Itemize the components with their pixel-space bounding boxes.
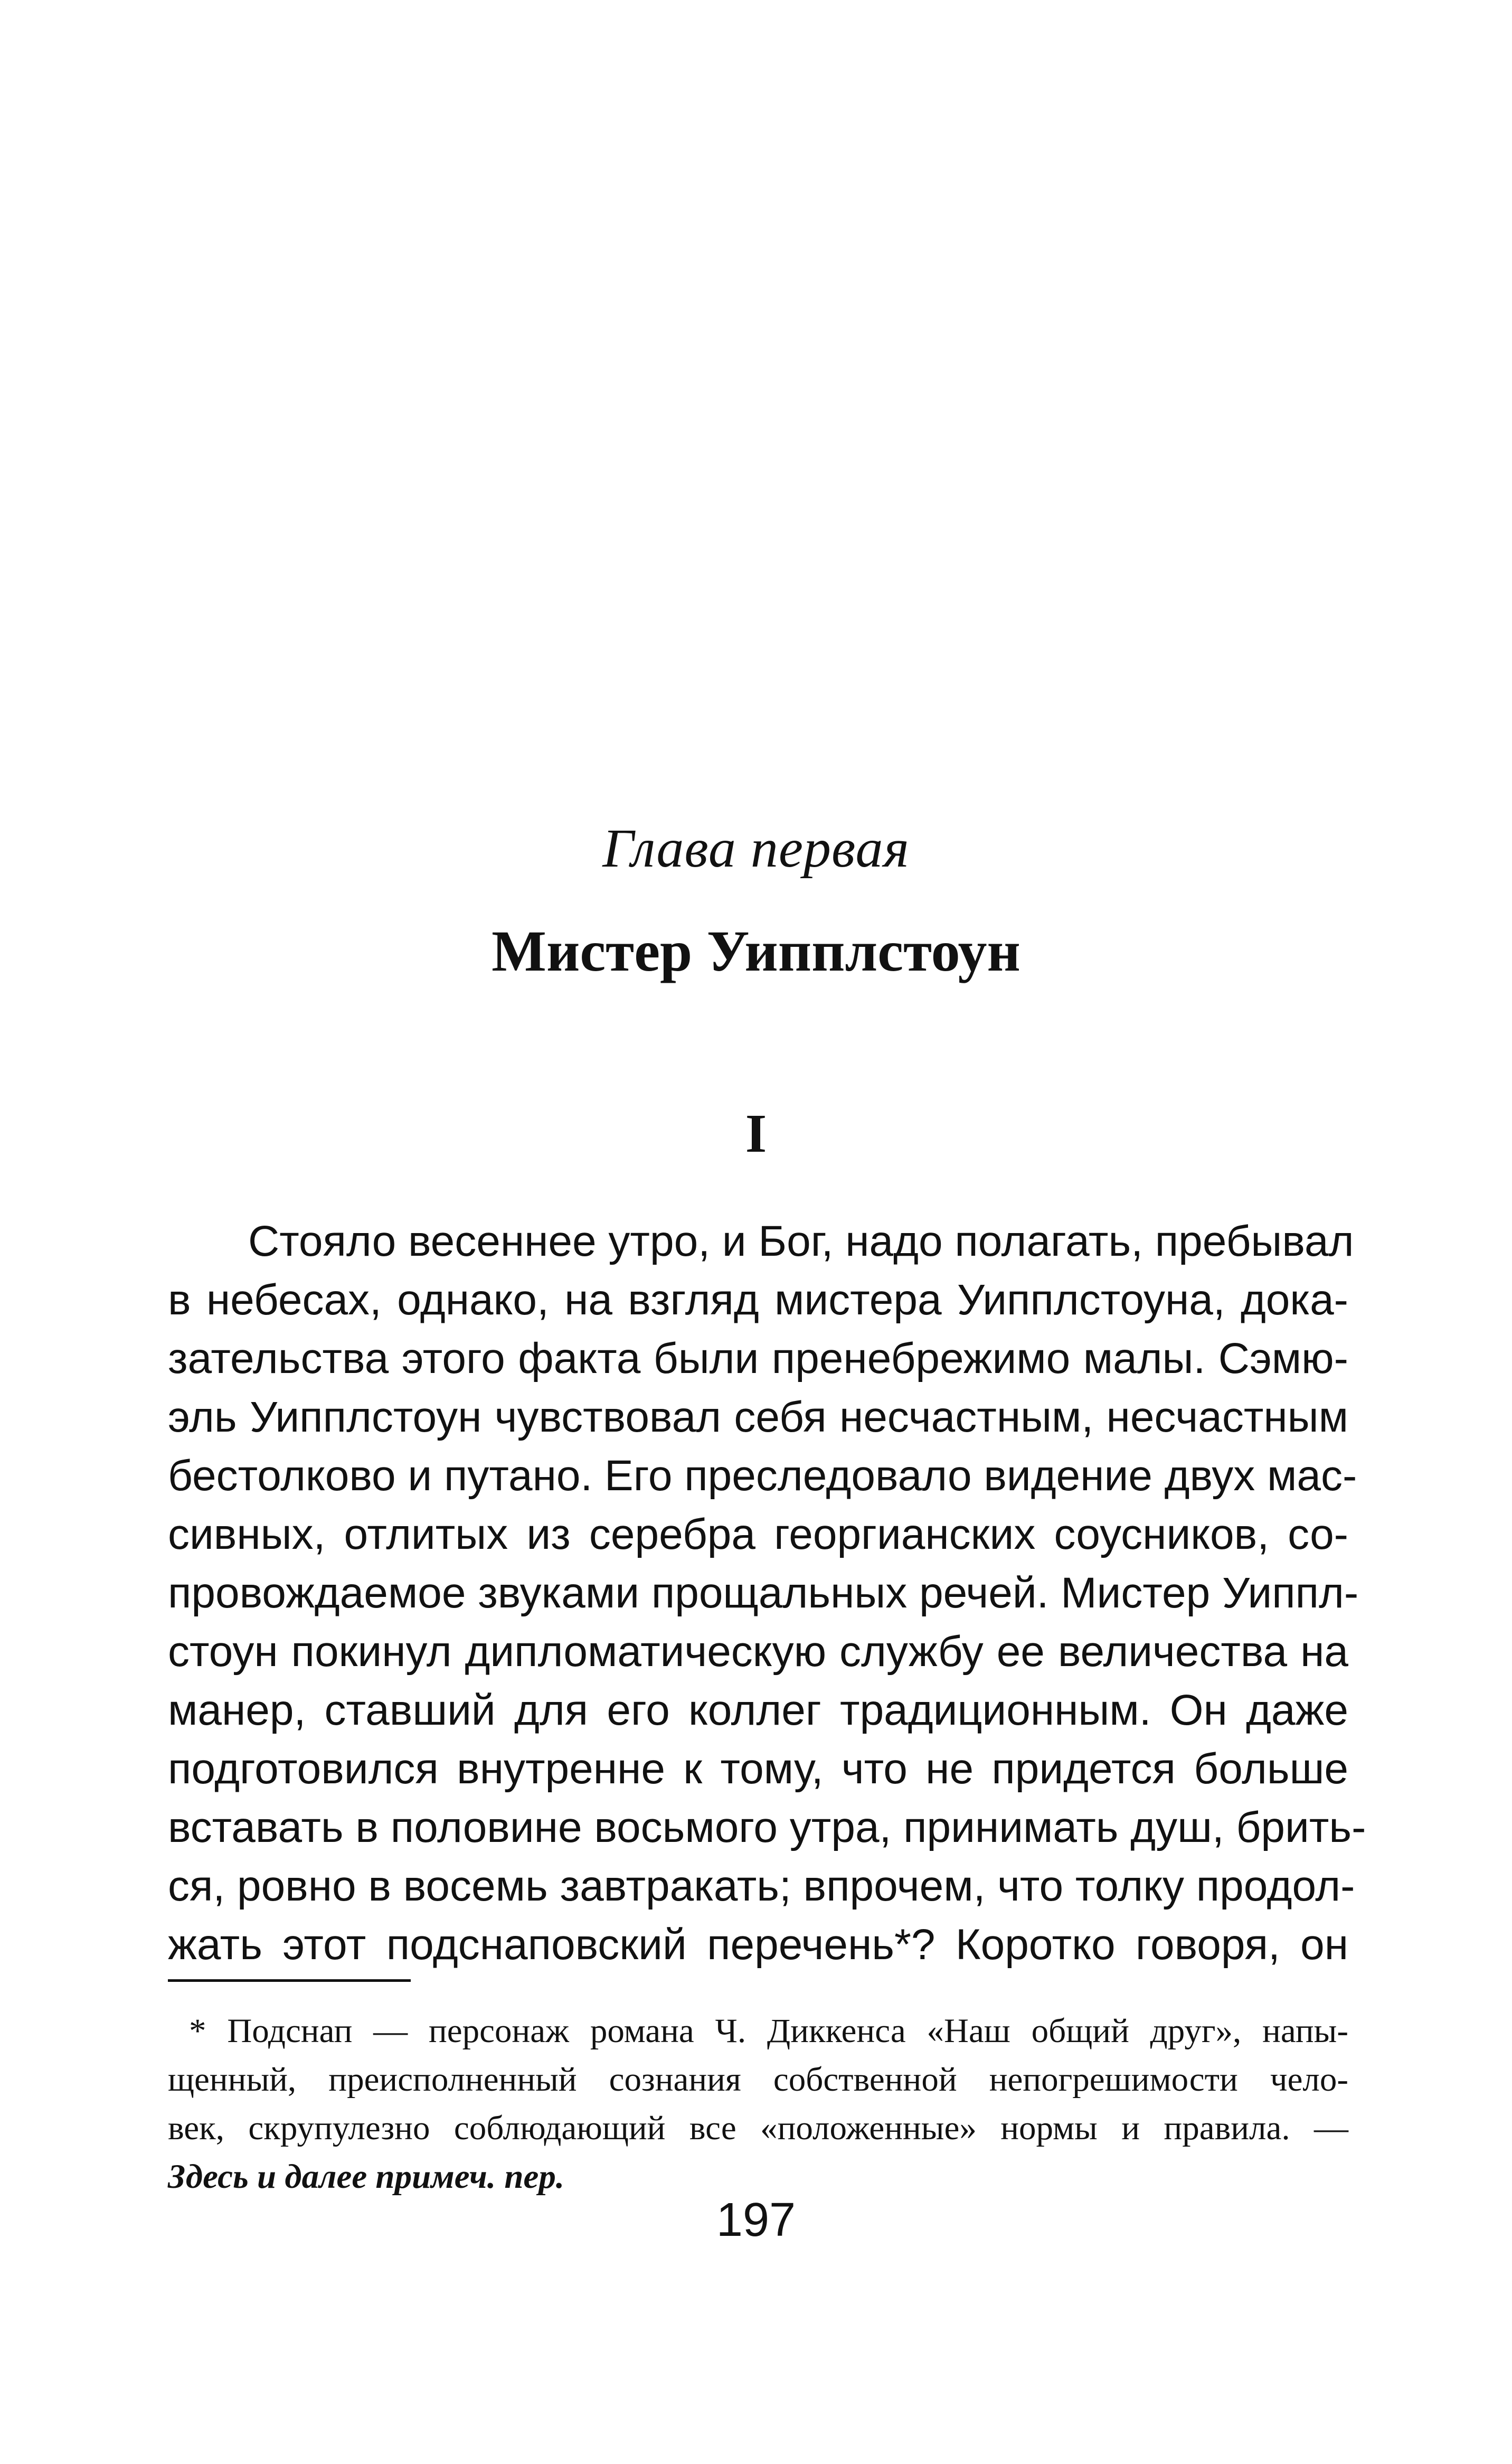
footnote (168, 2007, 1348, 2201)
body-paragraph (168, 1212, 1366, 1974)
body-line: в небесах, однако, на взгляд мистера Уипплстоуна, дока- (168, 1276, 1348, 1324)
body-line: вставать в половине восьмого утра, принимать душ, брить- (168, 1803, 1366, 1851)
body-line: подготовился внутренне к тому, что не придется больше (168, 1745, 1348, 1793)
footnote-attribution: Здесь и далее примеч. пер. (168, 2158, 565, 2196)
page-number: 197 (716, 2194, 796, 2246)
body-line: провождаемое звуками прощальных речей. Мистер Уиппл- (168, 1569, 1359, 1617)
chapter-title: Мистер Уипплстоун (492, 919, 1020, 983)
body-line: Стояло весеннее утро, и Бог, надо полагать, пребывал (248, 1217, 1354, 1265)
body-line: стоун покинул дипломатическую службу ее величества на (168, 1628, 1348, 1676)
body-line: бестолково и путано. Его преследовало видение двух мас- (168, 1452, 1357, 1500)
footnote-line: щенный, преисполненный сознания собственной непогрешимости чело- (168, 2061, 1348, 2099)
footnote-divider (168, 1979, 411, 1982)
section-number: I (745, 1103, 767, 1164)
body-line: жать этот подснаповский перечень*? Коротко говоря, он (168, 1921, 1348, 1969)
body-line: сивных, отлитых из серебра георгианских соусников, со- (168, 1510, 1348, 1558)
body-line: зательства этого факта были пренебрежимо малы. Сэмю- (168, 1334, 1348, 1383)
body-line: ся, ровно в восемь завтракать; впрочем, что толку продол- (168, 1862, 1355, 1910)
chapter-label: Глава первая (602, 818, 910, 879)
body-line: эль Уипплстоун чувствовал себя несчастным, несчастным (168, 1393, 1348, 1441)
footnote-line: век, скрупулезно соблюдающий все «положенные» нормы и правила. — (168, 2109, 1348, 2147)
body-line: манер, ставший для его коллег традиционным. Он даже (168, 1686, 1348, 1734)
footnote-line: * Подснап — персонаж романа Ч. Диккенса «Наш общий друг», напы- (189, 2012, 1348, 2050)
